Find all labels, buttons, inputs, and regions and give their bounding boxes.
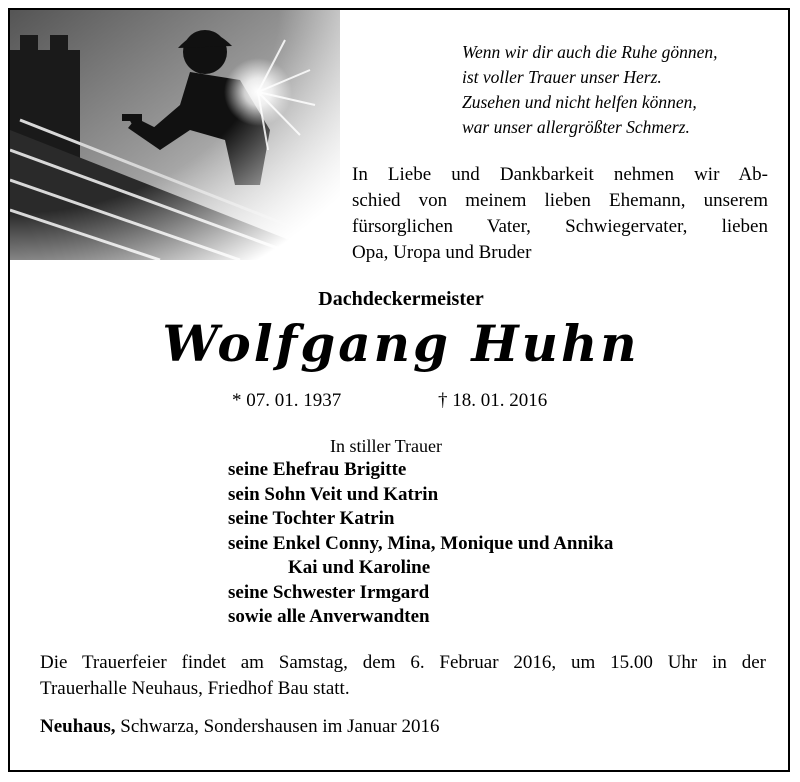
birth-date: * 07. 01. 1937: [232, 390, 342, 411]
roofer-silhouette-image: [10, 10, 340, 260]
intro-line: Opa, Uropa und Bruder: [352, 242, 532, 263]
intro-paragraph: [352, 162, 768, 266]
mourner-entry: seine Ehefrau Brigitte: [228, 459, 407, 480]
place-rest: Schwarza, Sondershausen im Januar 2016: [115, 716, 440, 737]
deceased-name: Wolfgang Huhn: [162, 314, 640, 373]
funeral-line: Trauerhalle Neuhaus, Friedhof Bau statt.: [40, 678, 350, 699]
funeral-notice: [40, 650, 766, 702]
poem-line: Zusehen und nicht helfen können,: [462, 92, 697, 112]
mourner-entry: Kai und Karoline: [288, 557, 431, 578]
poem-verse: [462, 40, 718, 140]
mourner-entry: seine Tochter Katrin: [228, 508, 395, 529]
poem-line: Wenn wir dir auch die Ruhe gönnen,: [462, 42, 718, 62]
mourner-entry: seine Schwester Irmgard: [228, 581, 430, 603]
funeral-line: Die Trauerfeier findet am Samstag, dem 6. Februar 2016, um 15.00 Uhr in der: [40, 652, 766, 673]
mourning-heading: In stiller Trauer: [330, 436, 442, 456]
occupation-title: Dachdeckermeister: [318, 288, 484, 310]
poem-line: war unser allergrößter Schmerz.: [462, 117, 690, 137]
mourner-entry: sein Sohn Veit und Katrin: [228, 483, 439, 505]
mourner-entry: sowie alle Anverwandten: [228, 606, 430, 627]
place-and-date: [40, 716, 439, 738]
intro-line: fürsorglichen Vater, Schwiegervater, lieben: [352, 216, 768, 237]
mourner-entry: seine Enkel Conny, Mina, Monique und Annika: [228, 532, 614, 554]
place-bold: Neuhaus,: [40, 716, 116, 737]
mourners-list: [228, 458, 613, 630]
death-date: † 18. 01. 2016: [438, 390, 548, 411]
intro-line: In Liebe und Dankbarkeit nehmen wir Ab-: [352, 164, 768, 185]
obituary-frame: [8, 8, 790, 772]
intro-line: schied von meinem lieben Ehemann, unserem: [352, 190, 768, 211]
poem-line: ist voller Trauer unser Herz.: [462, 67, 662, 87]
